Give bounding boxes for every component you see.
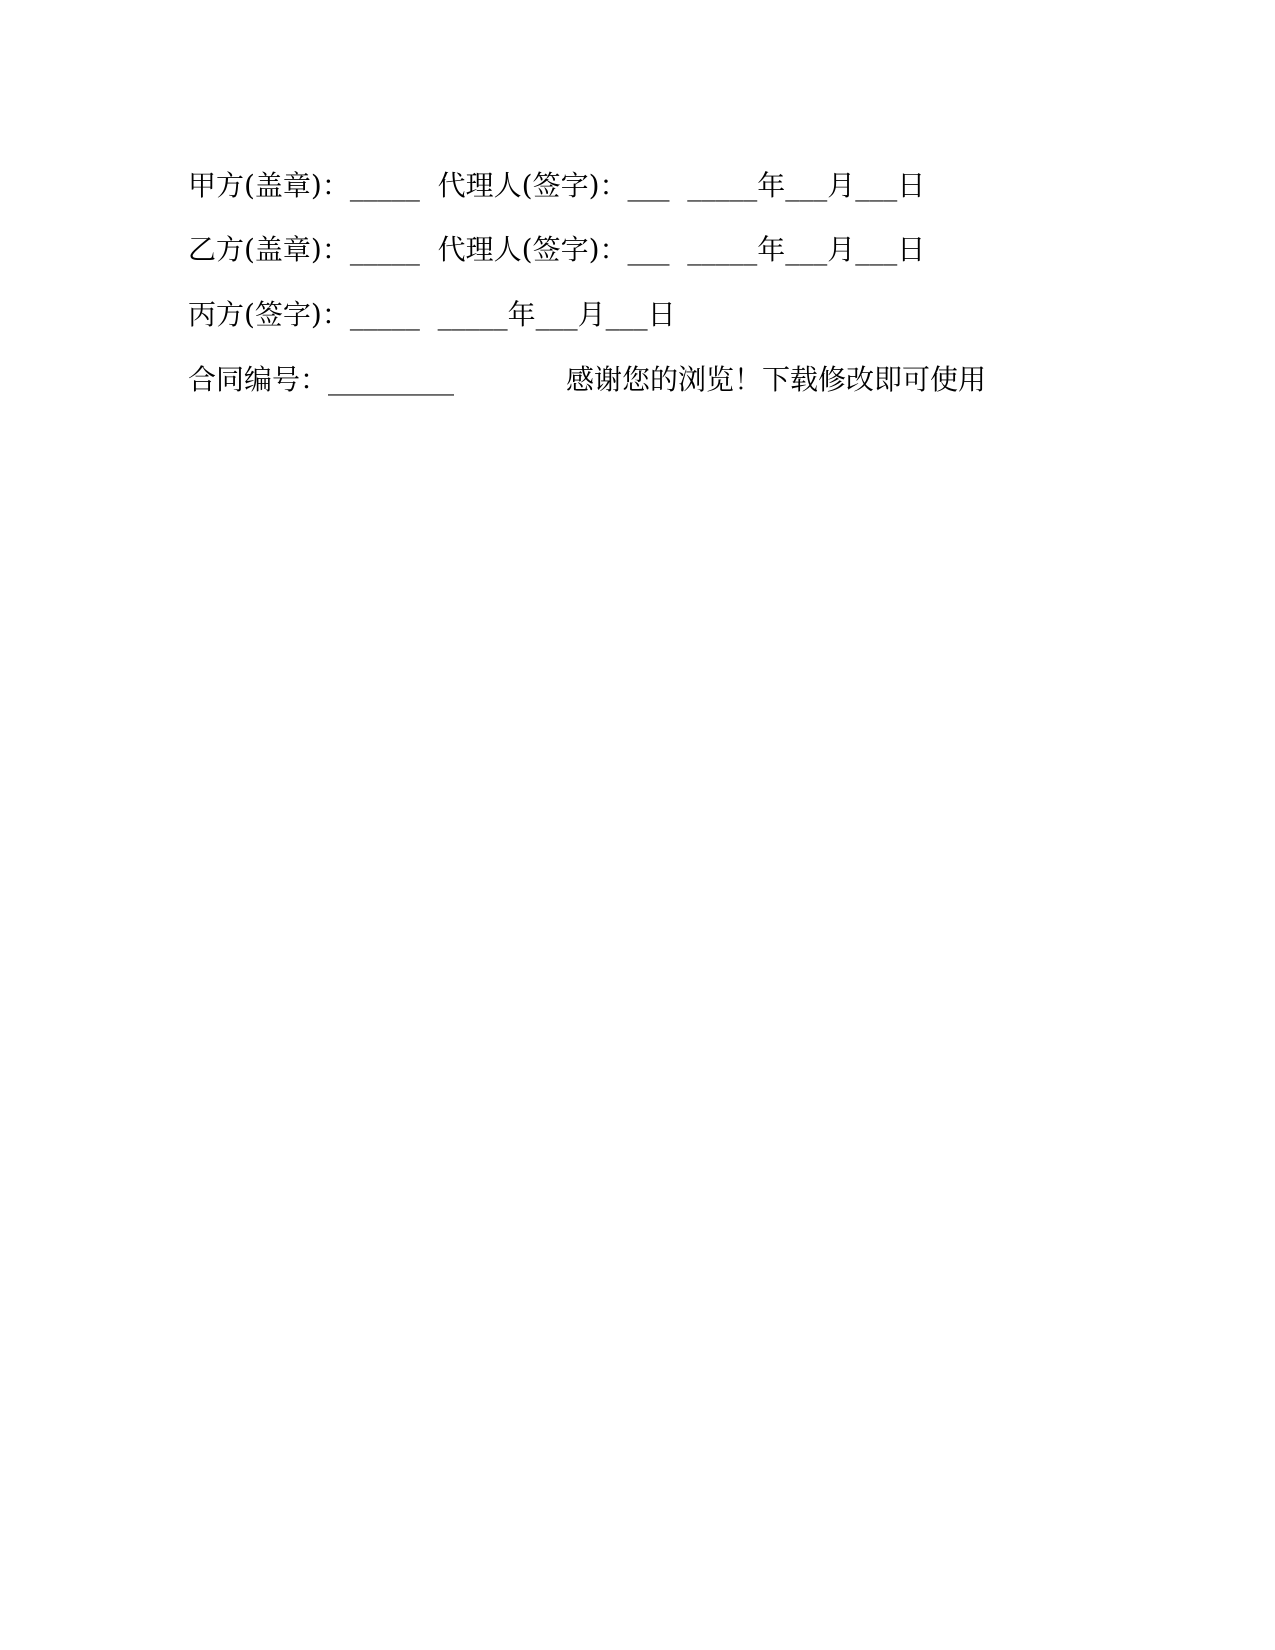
party-c-signature-line: 丙方(签字)：_____ _____年___月___日 bbox=[188, 298, 676, 331]
thanks-note: 感谢您的浏览！下载修改即可使用 bbox=[566, 363, 987, 396]
contract-number-line: 合同编号：_________ bbox=[188, 363, 455, 396]
party-a-signature-line: 甲方(盖章)：_____ 代理人(签字)：___ _____年___月___日 bbox=[188, 169, 926, 202]
party-b-signature-line: 乙方(盖章)：_____ 代理人(签字)：___ _____年___月___日 bbox=[188, 233, 926, 266]
